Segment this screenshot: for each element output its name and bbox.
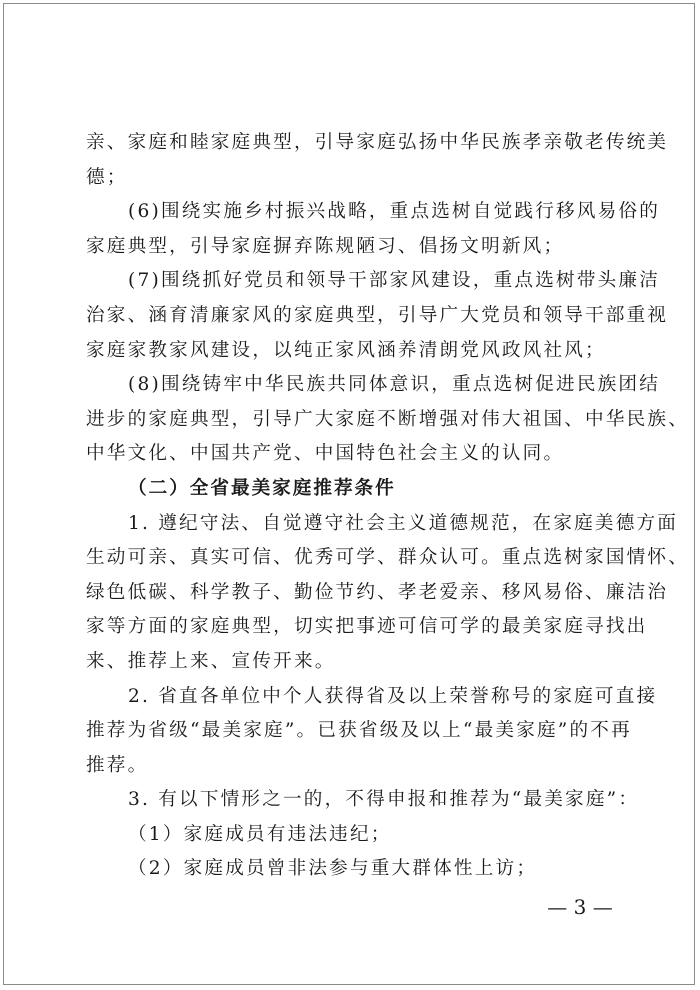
paragraph-item-6: (6)围绕实施乡村振兴战略，重点选树自觉践行移风易俗的 <box>128 201 660 223</box>
paragraph-item-8: (8)围绕铸牢中华民族共同体意识，重点选树促进民族团结 <box>128 374 660 396</box>
condition-item-3: 3. 有以下情形之一的，不得申报和推荐为“最美家庭”： <box>128 789 640 811</box>
paragraph-item-7: (7)围绕抓好党员和领导干部家风建设，重点选树带头廉洁 <box>128 270 660 292</box>
text-line: 亲、家庭和睦家庭典型，引导家庭弘扬中华民族孝亲敬老传统美 <box>86 132 669 153</box>
text-line: 家庭家教家风建设，以纯正家风涵养清朗党风政风社风； <box>86 339 606 361</box>
document-body <box>86 126 690 887</box>
exclusion-item-1: （1）家庭成员有违法违纪； <box>128 823 392 845</box>
text-line: 家庭典型，引导家庭摒弃陈规陋习、倡扬文明新风； <box>86 235 565 257</box>
condition-item-2: 2. 省直各单位中个人获得省及以上荣誉称号的家庭可直接 <box>128 685 658 707</box>
condition-item-1: 1. 遵纪守法、自觉遵守社会主义道德规范，在家庭美德方面 <box>128 512 679 534</box>
text-line: 推荐。 <box>86 754 149 776</box>
text-line: 中华文化、中国共产党、中国特色社会主义的认同。 <box>86 443 565 465</box>
text-line: 家等方面的家庭典型，切实把事迹可信可学的最美家庭寻找出 <box>86 616 648 638</box>
section-heading: （二）全省最美家庭推荐条件 <box>128 477 396 499</box>
exclusion-item-2: （2）家庭成员曾非法参与重大群体性上访； <box>128 858 538 880</box>
text-line: 绿色低碳、科学教子、勤俭节约、孝老爱亲、移风易俗、廉洁治 <box>86 581 669 603</box>
text-line: 进步的家庭典型，引导广大家庭不断增强对伟大祖国、中华民族、 <box>86 408 690 430</box>
text-line: 治家、涵育清廉家风的家庭典型，引导广大党员和领导干部重视 <box>86 304 669 326</box>
text-line: 推荐为省级“最美家庭”。已获省级及以上“最美家庭”的不再 <box>86 720 632 742</box>
text-line: 生动可亲、真实可信、优秀可学、群众认可。重点选树家国情怀、 <box>86 547 690 569</box>
text-line: 德； <box>86 166 128 188</box>
text-line: 来、推荐上来、宣传开来。 <box>86 650 336 672</box>
page-number: — 3 — <box>547 895 613 919</box>
